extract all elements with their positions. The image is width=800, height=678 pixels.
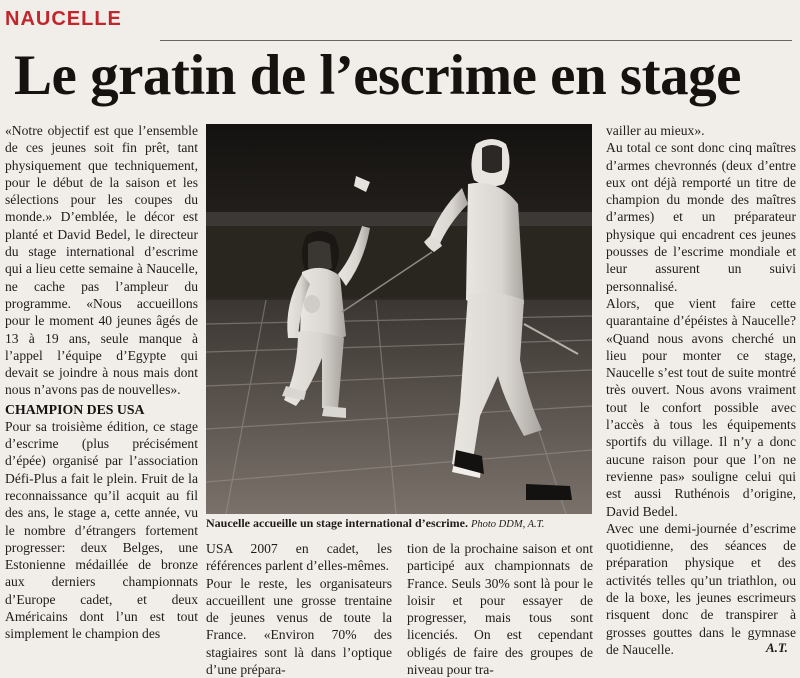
headline: Le gratin de l’escrime en stage: [14, 44, 741, 107]
col1-paragraph-1: «Notre objectif est que l’ensemble de ces jeunes soit fin prêt, tant physiquement que techniquement, pour le début de la saison et les sélections pour les coupes du monde.» D’emblée, le décor est planté et David Bedel, le directeur du stage international d’escrime qui a lieu cette semaine à Naucelle, ne cache pas l’ampleur du programme. «Nous accueillons pour le moment 40 jeunes âgés de 13 à 19 ans, seule manque à l’appel l’équipe d’Egypte qui devait se joindre à nous mais dont nous n’avons pas de nouvelles».: [5, 123, 198, 398]
column-4: [606, 122, 796, 658]
col2-paragraph-2: Pour le reste, les organisateurs accueillent une grosse trentaine de jeunes venus de toute la France. «Environ 70% des stagiaires sont là dans l’optique d’une prépara-: [206, 575, 392, 678]
col3-paragraph-1: tion de la prochaine saison et ont participé aux championnats de France. Seuls 30% sont là pour le loisir et pour essayer de progresser, mais tous sont licenciés. On est cependant obligés de faire des groupes de niveau pour tra-: [407, 541, 593, 678]
col2-paragraph-1: USA 2007 en cadet, les références parlent d’elles-mêmes.: [206, 541, 392, 574]
column-2: [206, 540, 392, 678]
kicker-rule: [160, 40, 792, 41]
subhead: CHAMPION DES USA: [5, 401, 145, 417]
author-signature: A.T.: [766, 640, 788, 655]
col4-paragraph-4: Avec une demi-journée d’escrime quotidienne, des séances de préparation physique et des activités telles qu’un triathlon, ou de la boxe, les jeunes escrimeurs risquent donc de transpirer à grosses gouttes dans le gymnase de Naucelle.: [606, 520, 796, 657]
fencing-photo: [206, 124, 592, 514]
column-1: [5, 122, 198, 643]
col4-paragraph-3: Alors, que vient faire cette quarantaine d’épéistes à Naucelle? «Quand nous avons cherché un lieu pour monter ce stage, Naucelle s’est tout de suite montré très ouvert. Nous avons vraiment tout le confort possible avec l’accès à tous les équipements sportifs du village. Il n’y a donc aucune raison pour que l’on ne revienne pas» souligne celui qui est aussi Ruthénois d’origine, David Bedel.: [606, 295, 796, 519]
caption-text: Naucelle accueille un stage international d’escrime.: [206, 516, 468, 530]
col4-paragraph-1: vailler au mieux».: [606, 123, 705, 138]
column-3: [407, 540, 593, 678]
photo-caption: [206, 515, 596, 533]
section-kicker: NAUCELLE: [5, 8, 122, 30]
col1-paragraph-2: Pour sa troisième édition, ce stage d’escrime (plus précisément d’épée) organisé par l’association Défi-Plus a fait le plein. Fruit de la reconnaissance qu’il acquit au fil des ans, le stage a, cette année, vu le nombre d’étrangers fortement progresser: deux Belges, une Estonienne médaillée de bronze aux derniers championnats d’Europe cadet, et deux Américains dont l’un est tout simplement le champion des: [5, 418, 198, 642]
photo-credit: Photo DDM, A.T.: [470, 519, 545, 530]
col4-paragraph-2: Au total ce sont donc cinq maîtres d’armes chevronnés (deux d’entre eux ont déjà remporté un titre de champion du monde des maîtres d’armes) et un préparateur physique qui encadrent ces jeunes pousses de l’escrime mondiale et leur assurent un suivi personnalisé.: [606, 140, 796, 294]
